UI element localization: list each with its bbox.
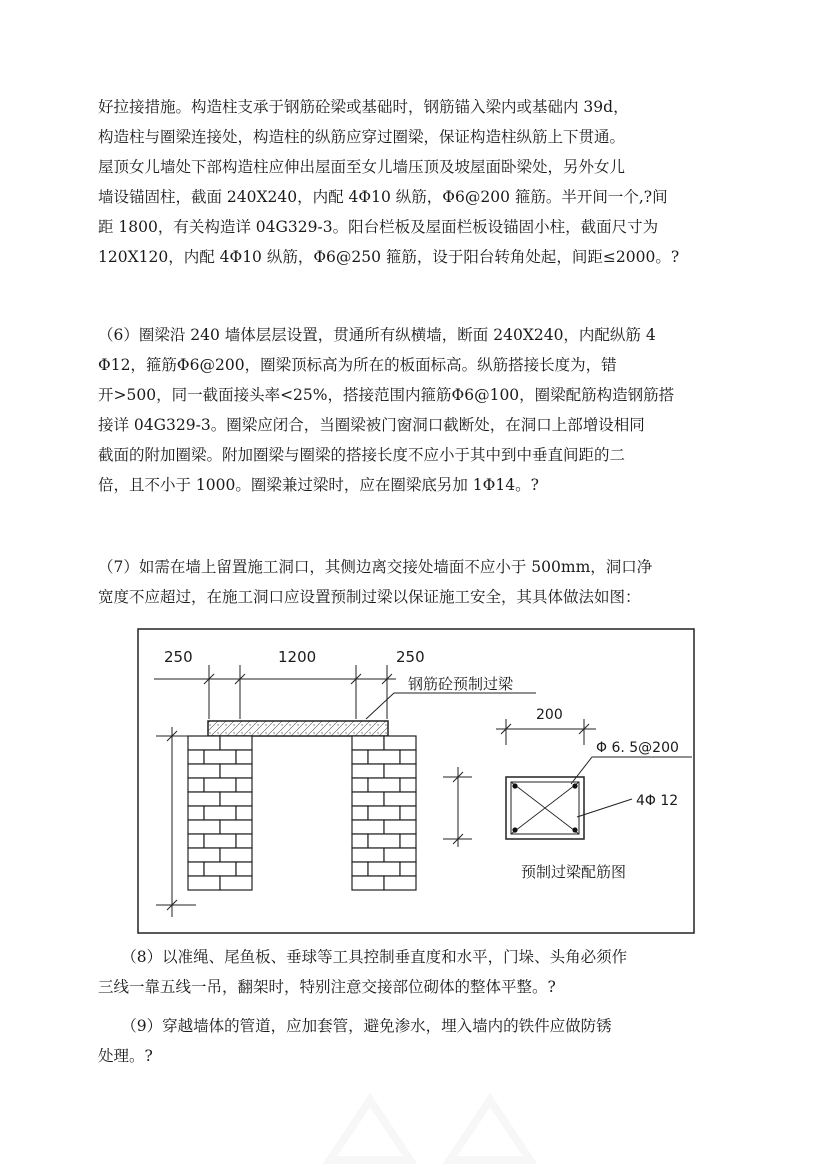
text-line: （7）如需在墙上留置施工洞口，其侧边离交接处墙面不应小于 500mm，洞口净	[98, 558, 653, 576]
section-width-label: 200	[536, 707, 563, 723]
text-line: （8）以准绳、尾鱼板、垂球等工具控制垂直度和水平，门垛、头角必须作	[98, 948, 628, 966]
paragraph-anchorage	[98, 92, 738, 272]
watermark-graphic	[310, 1090, 570, 1170]
left-brick-pier	[188, 736, 252, 890]
text-line: 好拉接措施。构造柱支承于钢筋砼梁或基础时，钢筋锚入梁内或基础内 39d，	[98, 98, 629, 116]
paragraph-verticality	[98, 942, 738, 1002]
precast-beam	[208, 721, 388, 736]
rebar-label: 4Φ 12	[636, 793, 679, 809]
beam-section	[506, 777, 584, 839]
lintel-detail-figure	[136, 627, 696, 935]
section-caption: 预制过梁配筋图	[521, 863, 627, 881]
text-line: 截面的附加圈梁。附加圈梁与圈梁的搭接长度不应小于其中到中垂直间距的二	[98, 446, 626, 464]
text-line: 屋顶女儿墙处下部构造柱应伸出屋面至女儿墙压顶及坡屋面卧梁处，另外女儿	[98, 158, 626, 176]
paragraph-construction-opening	[98, 552, 738, 612]
paragraph-pipes	[98, 1011, 738, 1071]
text-line: 三线一靠五线一吊，翻架时，特别注意交接部位砌体的整体平整。?	[98, 978, 556, 996]
text-line: （6）圈梁沿 240 墙体层层设置，贯通所有纵横墙，断面 240X240，内配纵筋 4	[98, 326, 656, 344]
text-line: 120X120，内配 4Φ10 纵筋，Φ6@250 箍筋，设于阳台转角处起，间距≤2000。?	[98, 248, 680, 266]
right-brick-pier	[352, 736, 416, 890]
beam-label: 钢筋砼预制过梁	[408, 675, 514, 693]
dim-right-label: 250	[396, 648, 425, 666]
text-line: 构造柱与圈梁连接处，构造柱的纵筋应穿过圈梁，保证构造柱纵筋上下贯通。	[98, 128, 626, 146]
text-line: 墙设锚固柱，截面 240X240，内配 4Φ10 纵筋，Φ6@200 箍筋。半开间一个,?间	[98, 188, 668, 206]
text-line: 宽度不应超过，在施工洞口应设置预制过梁以保证施工安全，其具体做法如图：	[98, 588, 641, 606]
paragraph-ring-beam	[98, 320, 738, 500]
text-line: 距 1800，有关构造详 04G329-3。阳台栏板及屋面栏板设锚固小柱，截面尺寸为	[98, 218, 659, 236]
dim-left-label: 250	[164, 648, 193, 666]
text-line: Φ12，箍筋Φ6@200，圈梁顶标高为所在的板面标高。纵筋搭接长度为，错	[98, 356, 617, 374]
text-line: （9）穿越墙体的管道，应加套管，避免渗水，埋入墙内的铁件应做防锈	[98, 1017, 612, 1035]
text-line: 倍，且不小于 1000。圈梁兼过梁时，应在圈梁底另加 1Φ14。?	[98, 476, 539, 494]
text-line: 接详 04G329-3。圈梁应闭合，当圈梁被门窗洞口截断处，在洞口上部增设相同	[98, 416, 645, 434]
text-line: 开>500，同一截面接头率<25%，搭接范围内箍筋Φ6@100，圈梁配筋构造钢筋搭	[98, 386, 675, 404]
dim-middle-label: 1200	[278, 648, 317, 666]
text-line: 处理。?	[98, 1047, 153, 1065]
stirrup-label: Φ 6. 5@200	[596, 740, 679, 756]
